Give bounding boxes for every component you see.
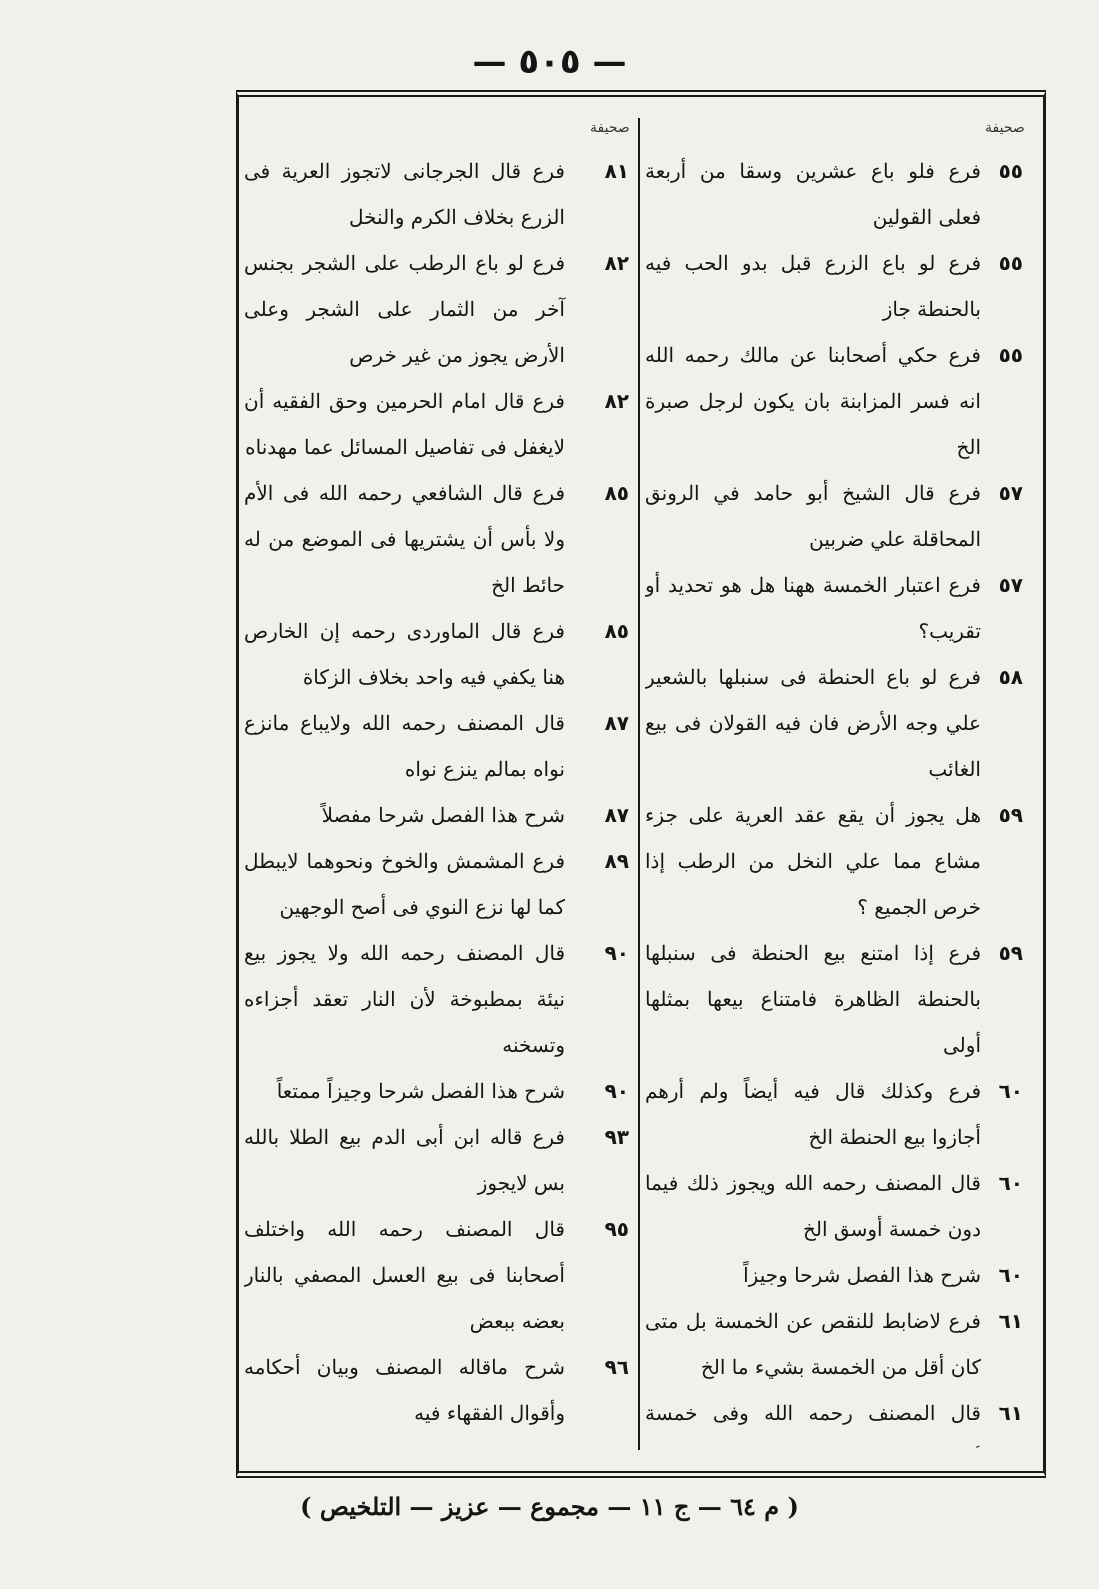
index-entry [645,1390,1023,1448]
entry-page-number: ٥٩ [998,803,1023,827]
entry-page-number: ٨٩ [604,849,629,873]
index-entry [244,1068,629,1114]
entry-title: فرع قال الشافعي رحمه الله فى الأم ولا بأس أن يشتريها فى الموضع من له حائط الخ [244,481,565,597]
entry-page-number: ٦١ [998,1309,1023,1333]
entry-page-number: ٨٥ [604,619,629,643]
entry-title: هل يجوز أن يقع عقد العرية على جزء مشاع مما علي النخل من الرطب إذا خرص الجميع ؟ [645,803,981,919]
entry-title: فرع لو باع الزرع قبل بدو الحب فيه بالحنطة جاز [645,251,981,321]
index-entry [244,1114,629,1206]
entry-page-number: ٨٢ [604,251,629,275]
index-entry [244,1206,629,1344]
entry-title: فرع إذا امتنع بيع الحنطة فى سنبلها بالحنطة الظاهرة فامتناع بيعها بمثلها أولى [645,941,981,1057]
entry-title: شرح هذا الفصل شرحا وجيزاً [743,1263,981,1287]
entry-title: فرع حكي أصحابنا عن مالك رحمه الله انه فسر المزابنة بان يكون لرجل صبرة الخ [645,343,981,459]
entry-title: فرع قال امام الحرمين وحق الفقيه أن لايغفل فى تفاصيل المسائل عما مهدناه [244,389,565,459]
index-entry [645,470,1023,562]
entry-title: فرع لاضابط للنقص عن الخمسة بل متى كان أقل من الخمسة بشيء ما الخ [645,1309,981,1379]
entry-page-number: ٥٥ [998,251,1023,275]
index-entry [244,1344,629,1436]
entry-page-number: ٥٥ [998,159,1023,183]
entry-page-number: ٩٥ [604,1217,629,1241]
entry-title: شرح هذا الفصل شرحا مفصلاً [321,803,565,827]
index-entry [645,654,1023,792]
entry-title: فرع لو باع الرطب على الشجر بجنس آخر من الثمار على الشجر وعلى الأرض يجوز من غير خرص [244,251,565,367]
entry-title: فرع اعتبار الخمسة ههنا هل هو تحديد أو تقريب؟ [645,573,981,643]
page-number: — ٥٠٥ — [472,42,627,82]
column-heading-left: صحيفة [590,120,630,136]
entry-page-number: ٥٩ [998,941,1023,965]
column-divider [638,118,640,1450]
index-entry [244,240,629,378]
index-entry [244,1436,629,1448]
entry-page-number [565,1436,629,1448]
entry-title: شرح هذا الفصل شرحا وجيزاً ممتعاً [276,1079,565,1103]
index-entry [244,792,629,838]
entry-page-number: ٨٧ [604,711,629,735]
index-entry [244,838,629,930]
index-column-right [645,148,1023,1448]
index-entry [244,148,629,240]
entry-page-number: ٦٠ [998,1079,1023,1103]
entry-title: فرع المشمش والخوخ ونحوهما لايبطل كما لها نزع النوي فى أصح الوجهين [244,849,565,919]
entry-page-number: ٥٥ [998,343,1023,367]
entry-page-number: ٥٨ [998,665,1023,689]
entry-page-number: ٨٢ [604,389,629,413]
index-entry [645,332,1023,470]
index-entry [244,700,629,792]
entry-page-number: ٩٠ [604,941,629,965]
entry-title: فرع فلو باع عشرين وسقا من أربعة فعلى القولين [645,159,981,229]
entry-title: فرع قال الماوردى رحمه إن الخارص هنا يكفي فيه واحد بخلاف الزكاة [244,619,565,689]
entry-page-number: ٦٠ [998,1171,1023,1195]
entry-page-number: ٩٦ [604,1355,629,1379]
entry-title: قال المصنف رحمه الله ولا يجوز بيع نيئة بمطبوخة لأن النار تعقد أجزاءه وتسخنه [244,941,565,1057]
entry-title: فرع قال الشيخ أبو حامد في الرونق المحاقلة علي ضربين [645,481,981,551]
index-entry [244,608,629,700]
index-entry [645,1252,1023,1298]
index-entry [645,562,1023,654]
entry-title: فرع قاله ابن أبى الدم بيع الطلا بالله بس لايجوز [244,1125,565,1195]
index-column-left [244,148,629,1448]
entry-page-number: ٩٠ [604,1079,629,1103]
index-entry [645,148,1023,240]
index-entry [645,792,1023,930]
entry-title: قال المصنف رحمه الله واختلف أصحابنا فى بيع العسل المصفي بالنار بعضه ببعض [244,1217,565,1333]
index-entry [244,470,629,608]
entry-page-number: ٥٧ [998,573,1023,597]
entry-title: قال المصنف رحمه الله وفى خمسة [645,1401,981,1425]
index-entry [244,378,629,470]
entry-title: فرع لو باع الحنطة فى سنبلها بالشعير علي وجه الأرض فان فيه القولان فى بيع الغائب [645,665,981,781]
index-entry [645,240,1023,332]
column-heading-right: صحيفة [985,120,1025,136]
entry-page-number: ٦١ [998,1401,1023,1425]
index-entry [645,1068,1023,1160]
entry-page-number: ٥٧ [998,481,1023,505]
entry-title: شرح ماقاله المصنف وبيان أحكامه وأقوال الفقهاء فيه [244,1355,565,1425]
entry-page-number: ٨٧ [604,803,629,827]
entry-title: فرع وكذلك قال فيه أيضاً ولم أرهم أجازوا بيع الحنطة الخ [645,1079,981,1149]
entry-title [244,1436,565,1448]
entry-title: فرع قال الجرجانى لاتجوز العرية فى الزرع بخلاف الكرم والنخل [244,159,565,229]
entry-title: قال المصنف رحمه الله ولايباع مانزع نواه بمالم ينزع نواه [244,711,565,781]
index-entry [645,930,1023,1068]
entry-page-number: ٨٥ [604,481,629,505]
entry-title: قال المصنف رحمه الله ويجوز ذلك فيما دون خمسة أوسق الخ [645,1171,981,1241]
entry-page-number: ٨١ [604,159,629,183]
entry-page-number: ٩٣ [604,1125,629,1149]
index-entry [244,930,629,1068]
index-entry [645,1160,1023,1252]
entry-page-number: ٦٠ [998,1263,1023,1287]
index-entry [645,1298,1023,1390]
footer-signature: ( م ٦٤ — ج ١١ — مجموع — عزيز — التلخيص ) [300,1492,799,1521]
